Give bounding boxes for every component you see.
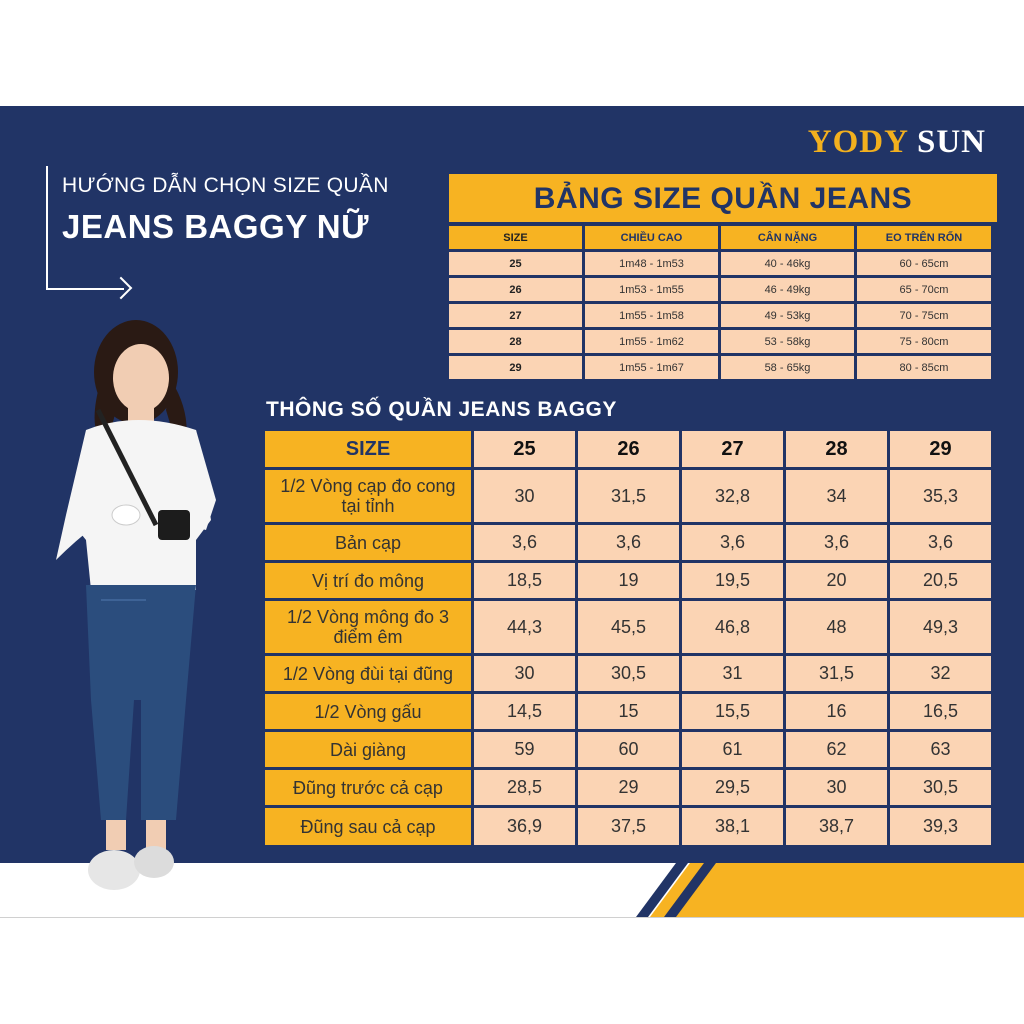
brand-name-part1: YODY: [807, 124, 908, 160]
waist-cell: 60 - 65cm: [857, 252, 991, 275]
table-row: [265, 732, 997, 767]
table-row: [449, 304, 997, 327]
value-cell: 20: [786, 563, 887, 598]
spec-table-title: THÔNG SỐ QUẦN JEANS BAGGY: [266, 398, 617, 421]
table-row: [449, 356, 997, 379]
value-cell: 30: [474, 470, 575, 522]
weight-cell: 53 - 58kg: [721, 330, 854, 353]
size-cell: 27: [449, 304, 582, 327]
table-row: [265, 694, 997, 729]
value-cell: 37,5: [578, 808, 679, 845]
row-label: Dài giàng: [265, 732, 471, 767]
value-cell: 30,5: [578, 656, 679, 691]
size-header-cell: 27: [682, 431, 783, 467]
value-cell: 46,8: [682, 601, 783, 653]
value-cell: 31,5: [578, 470, 679, 522]
row-label: Đũng sau cả cạp: [265, 808, 471, 845]
height-cell: 1m48 - 1m53: [585, 252, 718, 275]
weight-cell: 40 - 46kg: [721, 252, 854, 275]
value-cell: 32,8: [682, 470, 783, 522]
row-label: 1/2 Vòng cạp đo cong tại tỉnh: [265, 470, 471, 522]
value-cell: 19,5: [682, 563, 783, 598]
value-cell: 38,7: [786, 808, 887, 845]
value-cell: 29: [578, 770, 679, 805]
size-cell: 29: [449, 356, 582, 379]
weight-cell: 46 - 49kg: [721, 278, 854, 301]
bottom-rule: [0, 917, 1024, 918]
height-cell: 1m55 - 1m67: [585, 356, 718, 379]
row-label: Vị trí đo mông: [265, 563, 471, 598]
value-cell: 38,1: [682, 808, 783, 845]
row-label: 1/2 Vòng đùi tại đũng: [265, 656, 471, 691]
table-row: [449, 330, 997, 353]
value-cell: 3,6: [578, 525, 679, 560]
value-cell: 28,5: [474, 770, 575, 805]
table-row: [265, 601, 997, 653]
value-cell: 44,3: [474, 601, 575, 653]
table-row: [449, 278, 997, 301]
value-cell: 3,6: [682, 525, 783, 560]
height-cell: 1m55 - 1m62: [585, 330, 718, 353]
header-cell: EO TRÊN RỐN: [857, 226, 991, 249]
brand-name-part2: SUN: [916, 124, 986, 160]
value-cell: 15: [578, 694, 679, 729]
table-row: [265, 808, 997, 845]
value-cell: 14,5: [474, 694, 575, 729]
value-cell: 36,9: [474, 808, 575, 845]
spec-table: [265, 431, 997, 848]
value-cell: 19: [578, 563, 679, 598]
value-cell: 31,5: [786, 656, 887, 691]
weight-cell: 49 - 53kg: [721, 304, 854, 327]
height-cell: 1m53 - 1m55: [585, 278, 718, 301]
waist-cell: 80 - 85cm: [857, 356, 991, 379]
waist-cell: 65 - 70cm: [857, 278, 991, 301]
value-cell: 61: [682, 732, 783, 767]
value-cell: 63: [890, 732, 991, 767]
value-cell: 32: [890, 656, 991, 691]
row-label: Đũng trước cả cạp: [265, 770, 471, 805]
value-cell: 60: [578, 732, 679, 767]
size-cell: 26: [449, 278, 582, 301]
value-cell: 18,5: [474, 563, 575, 598]
spec-table-header: [265, 431, 997, 467]
table-row: [265, 563, 997, 598]
value-cell: 30: [786, 770, 887, 805]
value-cell: 31: [682, 656, 783, 691]
size-table-header: [449, 226, 997, 249]
table-row: [449, 252, 997, 275]
value-cell: 62: [786, 732, 887, 767]
value-cell: 39,3: [890, 808, 991, 845]
value-cell: 15,5: [682, 694, 783, 729]
value-cell: 29,5: [682, 770, 783, 805]
row-label: Bản cạp: [265, 525, 471, 560]
size-cell: 28: [449, 330, 582, 353]
size-header-cell: 26: [578, 431, 679, 467]
table-row: [265, 770, 997, 805]
value-cell: 3,6: [890, 525, 991, 560]
row-label: 1/2 Vòng mông đo 3 điểm êm: [265, 601, 471, 653]
value-cell: 48: [786, 601, 887, 653]
brand-logo: [808, 124, 986, 161]
heading-vertical-line: [46, 166, 48, 290]
value-cell: 16,5: [890, 694, 991, 729]
value-cell: 30: [474, 656, 575, 691]
table-row: [265, 470, 997, 522]
page-title: JEANS BAGGY NỮ: [62, 208, 369, 245]
size-header-cell: 28: [786, 431, 887, 467]
header-cell: CÂN NẶNG: [721, 226, 854, 249]
header-cell: CHIỀU CAO: [585, 226, 718, 249]
size-table-title: BẢNG SIZE QUẦN JEANS: [449, 174, 997, 222]
value-cell: 3,6: [474, 525, 575, 560]
size-table: [449, 226, 997, 382]
height-cell: 1m55 - 1m58: [585, 304, 718, 327]
table-row: [265, 525, 997, 560]
value-cell: 59: [474, 732, 575, 767]
page-subtitle: HƯỚNG DẪN CHỌN SIZE QUẦN: [62, 174, 389, 197]
value-cell: 34: [786, 470, 887, 522]
size-header-cell: 29: [890, 431, 991, 467]
value-cell: 45,5: [578, 601, 679, 653]
row-label: 1/2 Vòng gấu: [265, 694, 471, 729]
weight-cell: 58 - 65kg: [721, 356, 854, 379]
model-photo: [46, 300, 246, 912]
value-cell: 16: [786, 694, 887, 729]
header-cell: SIZE: [449, 226, 582, 249]
value-cell: 30,5: [890, 770, 991, 805]
header-label-cell: SIZE: [265, 431, 471, 467]
value-cell: 20,5: [890, 563, 991, 598]
waist-cell: 75 - 80cm: [857, 330, 991, 353]
value-cell: 3,6: [786, 525, 887, 560]
size-header-cell: 25: [474, 431, 575, 467]
table-row: [265, 656, 997, 691]
waist-cell: 70 - 75cm: [857, 304, 991, 327]
value-cell: 35,3: [890, 470, 991, 522]
value-cell: 49,3: [890, 601, 991, 653]
size-cell: 25: [449, 252, 582, 275]
